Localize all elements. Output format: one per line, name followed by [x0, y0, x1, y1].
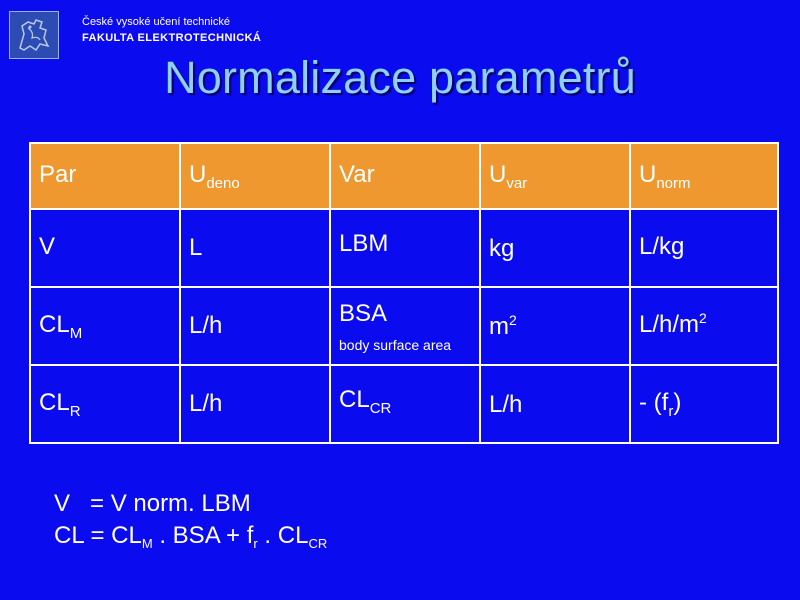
unorm-cell: L/kg — [630, 209, 778, 287]
par-cell: V — [30, 209, 180, 287]
university-name: České vysoké učení technické — [82, 16, 230, 28]
var-cell: LBM — [330, 209, 480, 287]
table-row — [30, 209, 778, 287]
udeno-cell: L — [180, 209, 330, 287]
unorm-cell: - $(f_r)$ — [630, 365, 778, 443]
unorm-cell: $L/h/m^2$ — [630, 287, 778, 365]
uvar-cell: kg — [480, 209, 630, 287]
header-cell: $U_{var}$ — [480, 143, 630, 209]
var-cell: $CL_{CR}$ — [330, 365, 480, 443]
par-cell: $CL_M$ — [30, 287, 180, 365]
normalization-table — [29, 142, 779, 444]
table-row — [30, 287, 778, 365]
uvar-cell: $m^2$ — [480, 287, 630, 365]
header-cell: $U_{deno}$ — [180, 143, 330, 209]
institution-header — [82, 14, 261, 46]
header-cell: $U_{norm}$ — [630, 143, 778, 209]
udeno-cell: L/h — [180, 365, 330, 443]
uvar-cell: L/h — [480, 365, 630, 443]
header-cell: Var — [330, 143, 480, 209]
formula-cl: CL = $CL_M$ . BSA + $f_r$ . $CL_{CR}$ — [54, 522, 328, 551]
par-cell: $CL_R$ — [30, 365, 180, 443]
slide-title: Normalizace parametrů — [164, 52, 636, 103]
table-header-row — [30, 143, 778, 209]
formula-v: V = V norm. LBM — [54, 490, 251, 517]
faculty-name: FAKULTA ELEKTROTECHNICKÁ — [82, 32, 262, 44]
udeno-cell: L/h — [180, 287, 330, 365]
formula-notes — [54, 488, 327, 560]
header-cell: Par — [30, 143, 180, 209]
table-row — [30, 365, 778, 443]
var-cell: BSA body surface area — [330, 287, 480, 365]
